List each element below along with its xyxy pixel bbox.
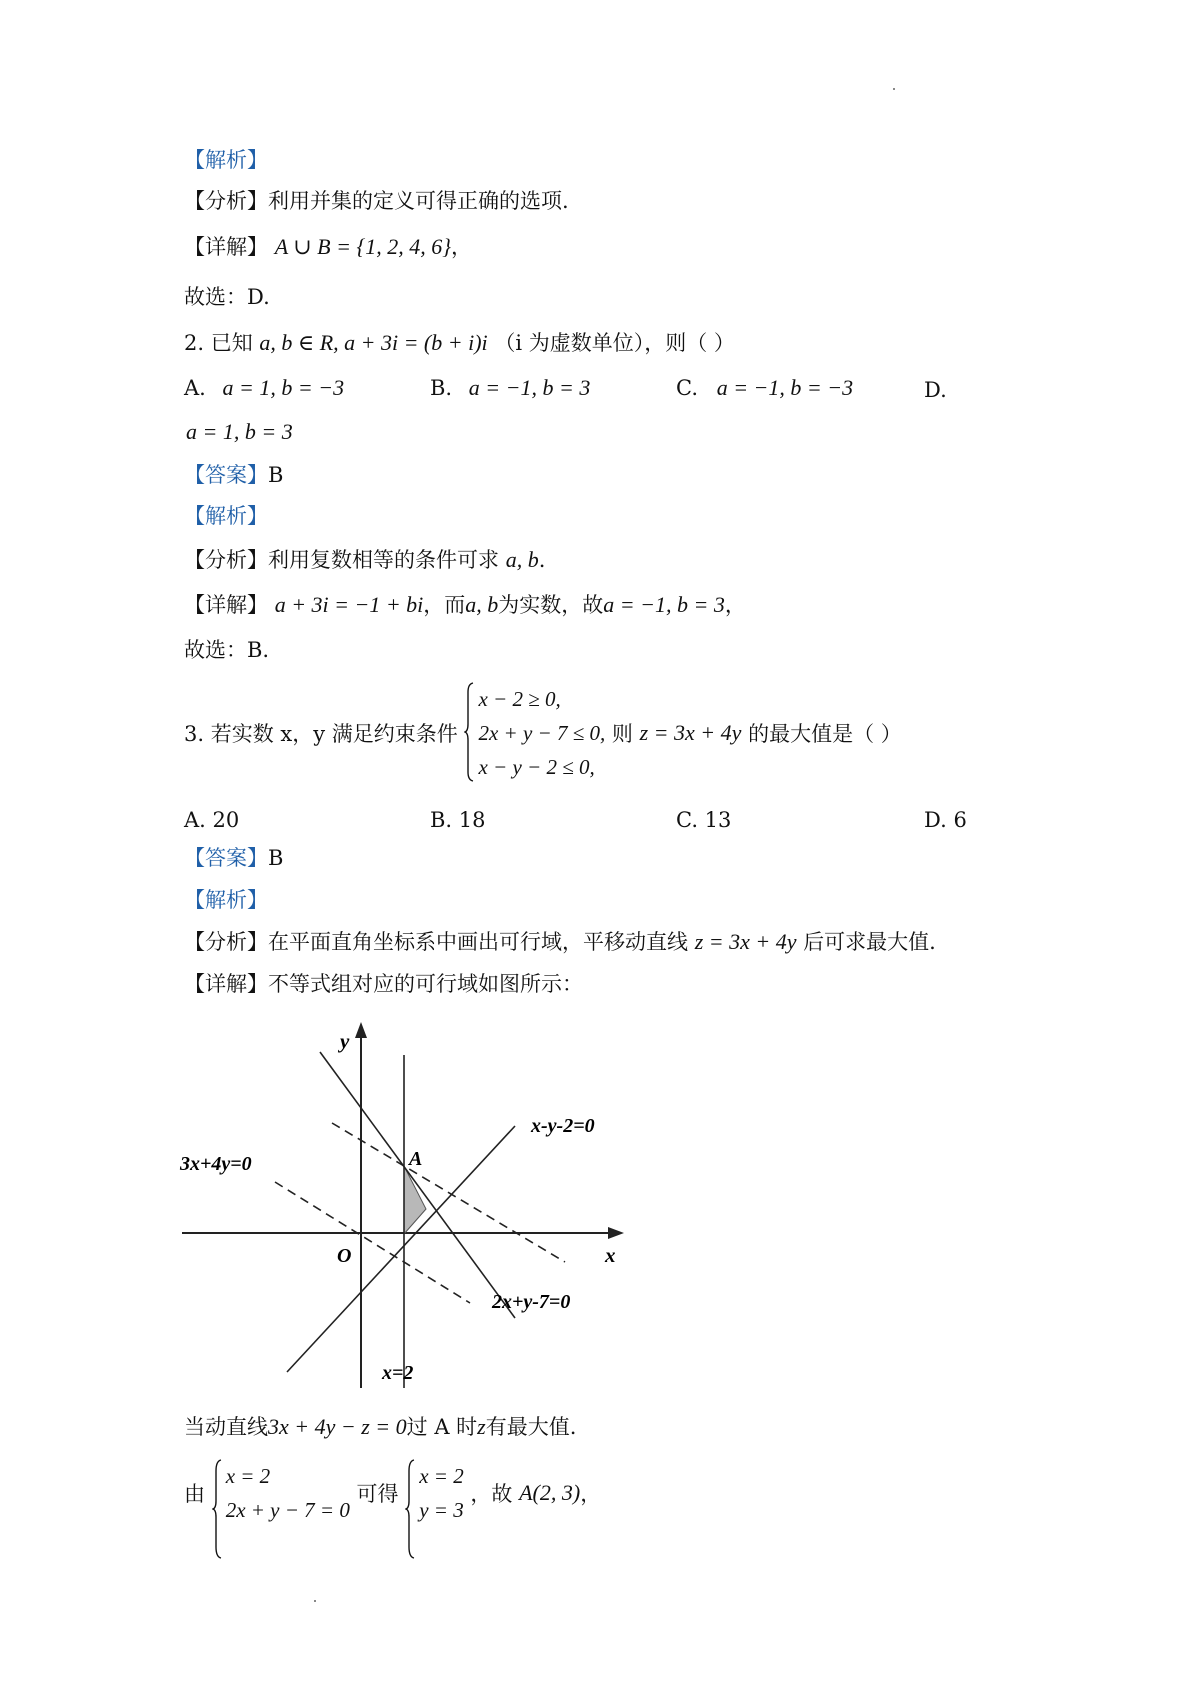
fenxi-end: 后可求最大值. [803,930,936,954]
solve-2-eq-1: x = 2 [419,1464,464,1488]
fenxi-text: 在平面直角坐标系中画出可行域，平移动直线 [268,930,688,954]
q3-answer [184,844,283,872]
label-x-y-2: x-y-2=0 [531,1115,595,1137]
q3-max-line [184,1413,576,1441]
constraint-3: x − y − 2 ≤ 0, [478,755,595,779]
x-axis-arrow-icon [608,1227,624,1239]
max-line-prefix: 当动直线 [184,1415,268,1439]
q2-stem [184,329,735,357]
solve-gu: ，故 [470,1482,513,1506]
q3-xiangjie-line [184,970,583,998]
punctuation: ， [451,235,473,259]
point-a-coords: A(2, 3) [519,1480,581,1505]
option-value: a = −1, b = −3 [716,375,854,400]
q1-fenxi-line [184,187,569,215]
label-x: x [605,1243,616,1267]
max-line-end: 有最大值. [485,1415,577,1439]
q3-option-b: B. 18 [430,808,486,832]
option-label: A. [184,376,206,400]
q2-stem-suffix: （i 为虚数单位），则（ ） [494,331,735,355]
q2-fenxi-line [184,546,545,574]
q3-stem [184,682,902,784]
q2-option-c [676,374,853,402]
q3-jiexi-line [184,886,268,914]
punctuation: ， [580,1482,602,1506]
brace-icon [405,1459,415,1559]
q3-stem-suffix: 的最大值是（ ） [748,722,902,746]
q1-jiexi-line [184,146,268,174]
constraint-2: 2x + y − 7 ≤ 0, [478,721,606,745]
line-through-a [332,1123,565,1262]
fenxi-tag: 【分析】 [184,930,268,954]
brace-icon [464,682,474,782]
q2-answer [184,461,283,489]
q2-option-b [430,374,590,402]
xiangjie-tag: 【详解】 [184,972,268,996]
max-line-mid: 过 A 时 [406,1415,478,1439]
jiexi-tag: 【解析】 [184,888,268,912]
label-y: y [340,1029,350,1053]
option-label: C. [676,376,698,400]
line-3x-4y-0 [275,1182,470,1303]
q3-option-c: C. 13 [676,808,732,832]
answer-value: B [268,463,284,487]
scan-dot [893,88,895,90]
xiangjie-formula-1: a + 3i = −1 + bi [274,592,424,617]
xiangjie-formula-3: a = −1, b = 3 [603,592,725,617]
q1-choice: 故选：D. [184,285,270,309]
option-value: a = 1, b = −3 [222,375,345,400]
xiangjie-tag: 【详解】 [184,235,268,259]
constraint-system [464,682,605,784]
fenxi-formula: a, b [505,547,539,572]
label-3x-4y: 3x+4y=0 [180,1153,252,1175]
q2-stem-formula: a, b ∈ R, a + 3i = (b + i)i [259,330,488,355]
daan-tag: 【答案】 [184,463,268,487]
jiexi-tag: 【解析】 [184,148,268,172]
fenxi-tag: 【分析】 [184,189,268,213]
q2-option-d-label: D. [924,378,947,402]
label-point-a: A [409,1148,423,1170]
solve-kede: 可得 [356,1482,399,1506]
line-2x-y-7 [320,1052,515,1318]
fenxi-text: 利用并集的定义可得正确的选项. [268,189,569,213]
label-origin: O [337,1245,352,1267]
jiexi-tag: 【解析】 [184,504,268,528]
feasible-region-figure [170,1010,640,1400]
union-formula: A ∪ B = {1, 2, 4, 6} [274,234,452,259]
label-2x-y-7: 2x+y-7=0 [492,1291,571,1313]
q2-stem-prefix: 2. 已知 [184,331,253,355]
solve-system-1 [212,1459,350,1527]
label-x-eq-2: x=2 [382,1362,414,1384]
daan-tag: 【答案】 [184,846,268,870]
objective-formula: z = 3x + 4y [639,720,742,745]
fenxi-formula: z = 3x + 4y [694,929,797,954]
fenxi-text: 利用复数相等的条件可求 [268,548,499,572]
solve-1-eq-2: 2x + y − 7 = 0 [225,1498,350,1522]
q3-solve-line [184,1459,601,1527]
xiangjie-text: ，而 [423,593,466,617]
q2-option-d [186,418,293,446]
punctuation: ， [724,593,746,617]
q3-fenxi-line [184,928,936,956]
q2-choice: 故选：B. [184,638,270,662]
q3-option-a: A. 20 [184,808,240,832]
fenxi-tag: 【分析】 [184,548,268,572]
brace-icon [212,1459,222,1559]
scan-dot [314,1600,316,1602]
moving-line-formula: 3x + 4y − z = 0 [268,1414,407,1439]
solve-1-eq-1: x = 2 [225,1464,271,1488]
solve-2-eq-2: y = 3 [419,1498,464,1522]
q3-stem-prefix: 3. 若实数 x，y 满足约束条件 [184,722,458,746]
q2-option-a [184,374,344,402]
answer-value: B [268,846,284,870]
constraint-1: x − 2 ≥ 0, [478,687,561,711]
xiangjie-text-2: 为实数，故 [498,593,604,617]
xiangjie-tag: 【详解】 [184,593,268,617]
xiangjie-formula-2: a, b [465,592,499,617]
variable-z: z [477,1414,486,1439]
y-axis-arrow-icon [355,1022,367,1038]
q3-option-d: D. 6 [924,808,967,832]
q2-xiangjie-line [184,591,746,619]
q3-stem-mid: 则 [611,722,633,746]
option-value: a = 1, b = 3 [186,419,293,444]
punctuation: . [538,548,546,572]
solve-system-2 [405,1459,464,1527]
solve-you: 由 [184,1482,205,1506]
q1-xiangjie-line [184,233,472,261]
option-label: B. [430,376,453,400]
option-value: a = −1, b = 3 [468,375,591,400]
q2-jiexi-line [184,502,268,530]
xiangjie-text: 不等式组对应的可行域如图所示： [268,972,583,996]
